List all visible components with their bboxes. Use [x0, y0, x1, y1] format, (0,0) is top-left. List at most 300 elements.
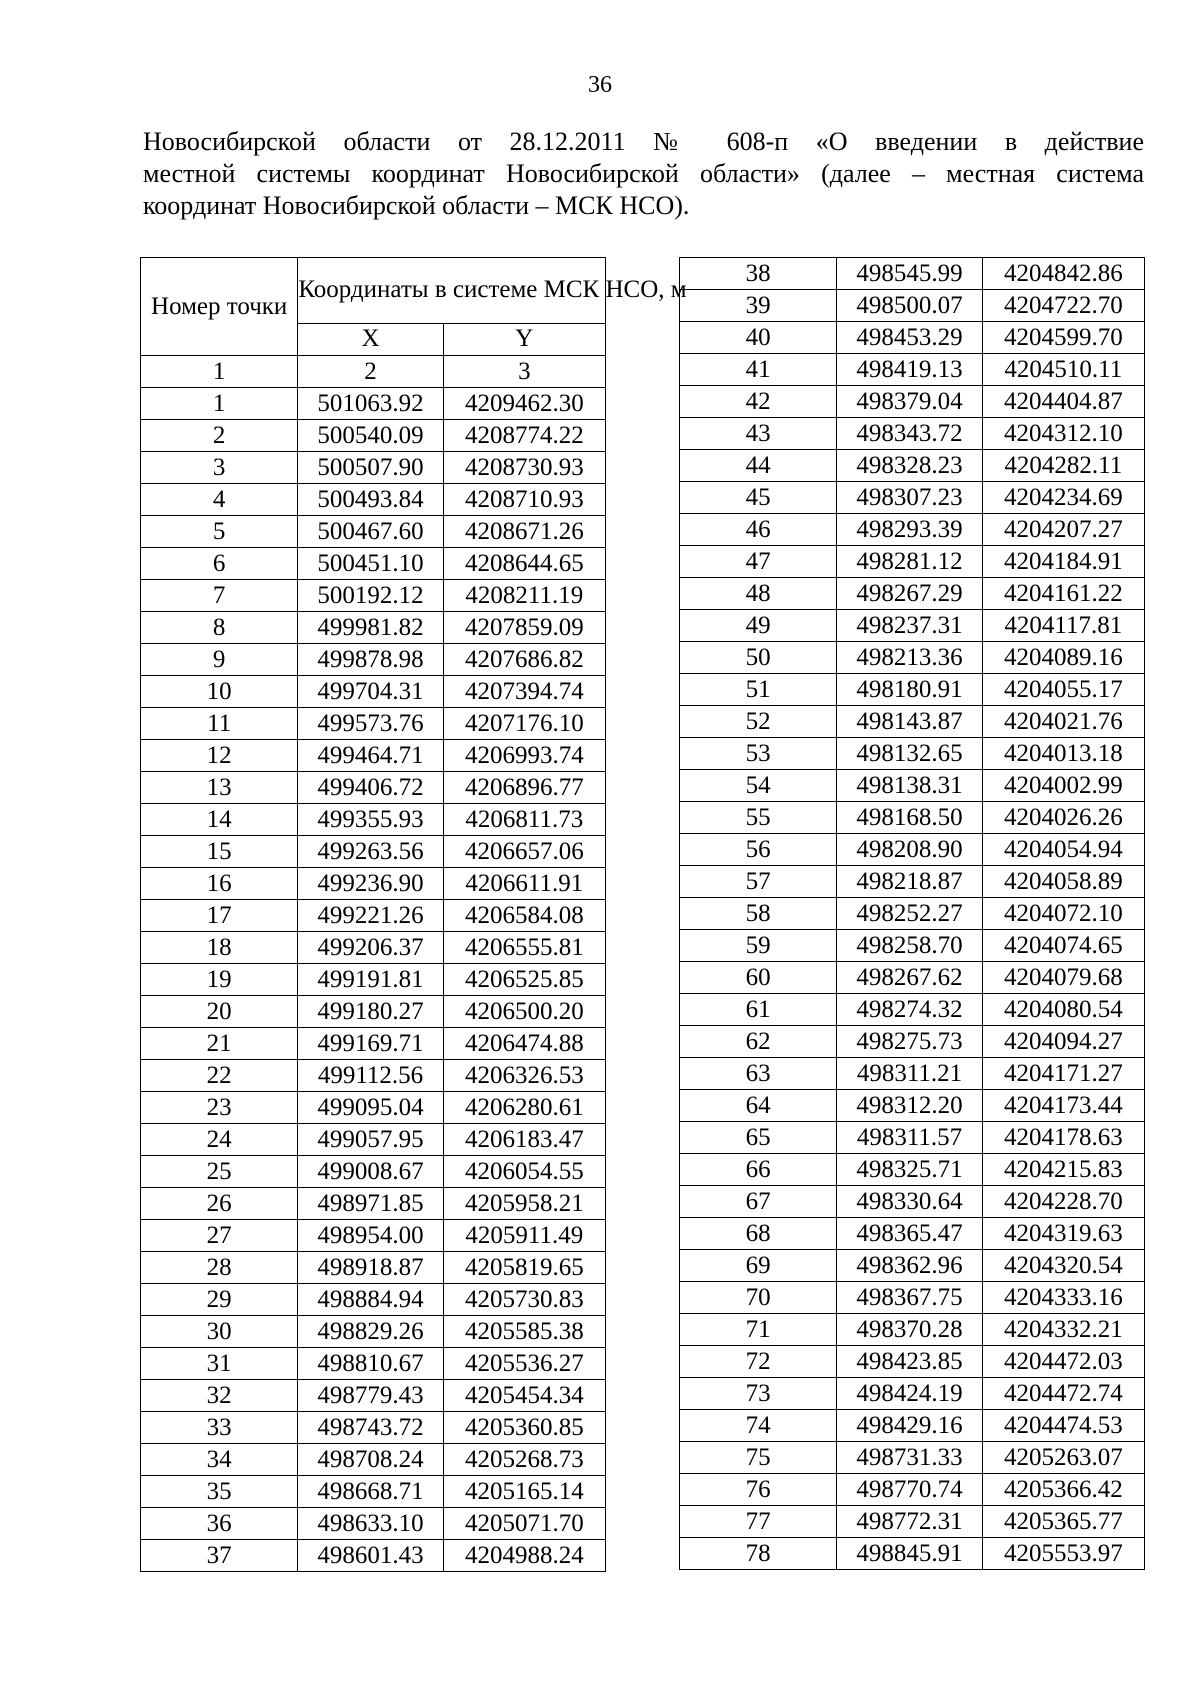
y-coordinate-cell: 4209462.30: [443, 388, 605, 420]
table-row: [680, 1410, 1145, 1442]
table-row: [680, 354, 1145, 386]
intro-line-1: Новосибирской области от 28.12.2011 № 608-п «О введении в действие: [143, 127, 1144, 156]
point-number-cell: 64: [680, 1090, 837, 1122]
y-coordinate-cell: 4204055.17: [982, 674, 1144, 706]
table-row: [680, 898, 1145, 930]
point-number-cell: 19: [141, 964, 298, 996]
y-coordinate-cell: 4205071.70: [443, 1508, 605, 1540]
x-coordinate-cell: 498180.91: [837, 674, 982, 706]
x-coordinate-cell: 500493.84: [298, 484, 443, 516]
y-coordinate-cell: 4206474.88: [443, 1028, 605, 1060]
point-number-cell: 70: [680, 1282, 837, 1314]
table-row: [680, 994, 1145, 1026]
y-coordinate-cell: 4204332.21: [982, 1314, 1144, 1346]
point-number-cell: 49: [680, 610, 837, 642]
x-coordinate-cell: 498668.71: [298, 1476, 443, 1508]
table-row: [680, 642, 1145, 674]
y-coordinate-cell: 4204842.86: [982, 258, 1144, 290]
x-coordinate-cell: 498325.71: [837, 1154, 982, 1186]
table-row: [680, 610, 1145, 642]
y-coordinate-cell: 4204080.54: [982, 994, 1144, 1026]
x-coordinate-cell: 498367.75: [837, 1282, 982, 1314]
table-row: [680, 1474, 1145, 1506]
x-coordinate-cell: 498237.31: [837, 610, 982, 642]
x-coordinate-cell: 498419.13: [837, 354, 982, 386]
table-row: [141, 580, 606, 612]
table-row: [680, 386, 1145, 418]
y-coordinate-cell: 4207686.82: [443, 644, 605, 676]
point-number-cell: 51: [680, 674, 837, 706]
y-coordinate-cell: 4204013.18: [982, 738, 1144, 770]
x-coordinate-cell: 498779.43: [298, 1380, 443, 1412]
x-coordinate-cell: 498132.65: [837, 738, 982, 770]
table-row: [680, 962, 1145, 994]
table-row: [141, 1380, 606, 1412]
point-number-cell: 13: [141, 772, 298, 804]
y-coordinate-cell: 4208211.19: [443, 580, 605, 612]
point-number-cell: 43: [680, 418, 837, 450]
point-number-cell: 76: [680, 1474, 837, 1506]
point-number-cell: 34: [141, 1444, 298, 1476]
table-row: [141, 1476, 606, 1508]
y-coordinate-cell: 4206896.77: [443, 772, 605, 804]
y-coordinate-cell: 4205536.27: [443, 1348, 605, 1380]
x-coordinate-cell: 499191.81: [298, 964, 443, 996]
point-number-cell: 2: [141, 420, 298, 452]
y-coordinate-cell: 4205958.21: [443, 1188, 605, 1220]
x-coordinate-cell: 499057.95: [298, 1124, 443, 1156]
point-number-cell: 14: [141, 804, 298, 836]
y-coordinate-cell: 4208730.93: [443, 452, 605, 484]
y-coordinate-cell: 4204117.81: [982, 610, 1144, 642]
y-coordinate-cell: 4205454.34: [443, 1380, 605, 1412]
y-coordinate-cell: 4206500.20: [443, 996, 605, 1028]
x-coordinate-cell: 498424.19: [837, 1378, 982, 1410]
y-coordinate-cell: 4204021.76: [982, 706, 1144, 738]
point-number-cell: 58: [680, 898, 837, 930]
y-coordinate-cell: 4204472.74: [982, 1378, 1144, 1410]
point-number-cell: 37: [141, 1540, 298, 1572]
point-number-cell: 15: [141, 836, 298, 868]
y-coordinate-cell: 4204510.11: [982, 354, 1144, 386]
x-coordinate-cell: 498330.64: [837, 1186, 982, 1218]
table-row: [680, 258, 1145, 290]
x-coordinate-cell: 498545.99: [837, 258, 982, 290]
point-number-cell: 48: [680, 578, 837, 610]
point-number-cell: 61: [680, 994, 837, 1026]
table-row: [680, 866, 1145, 898]
x-coordinate-cell: 499236.90: [298, 868, 443, 900]
x-coordinate-cell: 498168.50: [837, 802, 982, 834]
table-row: [141, 1284, 606, 1316]
point-number-cell: 30: [141, 1316, 298, 1348]
y-coordinate-cell: 4204058.89: [982, 866, 1144, 898]
intro-paragraph: [143, 126, 1144, 222]
table-row: [680, 418, 1145, 450]
x-coordinate-cell: 498954.00: [298, 1220, 443, 1252]
table-row: [680, 1154, 1145, 1186]
y-coordinate-cell: 4204333.16: [982, 1282, 1144, 1314]
table-row: [680, 1314, 1145, 1346]
y-coordinate-cell: 4204173.44: [982, 1090, 1144, 1122]
table-row: [141, 996, 606, 1028]
y-coordinate-cell: 4207176.10: [443, 708, 605, 740]
table-row: [680, 1282, 1145, 1314]
y-coordinate-cell: 4206611.91: [443, 868, 605, 900]
point-number-cell: 35: [141, 1476, 298, 1508]
table-row: [141, 1316, 606, 1348]
table-row: [680, 450, 1145, 482]
point-number-cell: 40: [680, 322, 837, 354]
page-number: 36: [588, 72, 612, 98]
x-coordinate-cell: 498918.87: [298, 1252, 443, 1284]
point-number-cell: 67: [680, 1186, 837, 1218]
header-x: X: [298, 323, 443, 355]
table-row: [141, 1188, 606, 1220]
point-number-cell: 22: [141, 1060, 298, 1092]
table-row: [680, 802, 1145, 834]
x-coordinate-cell: 499355.93: [298, 804, 443, 836]
table-row: [141, 740, 606, 772]
table-row: [141, 676, 606, 708]
table-row: [141, 1092, 606, 1124]
coordinates-table-right: [679, 257, 1145, 1570]
table-row: [141, 644, 606, 676]
y-coordinate-cell: 4204215.83: [982, 1154, 1144, 1186]
table-row: [141, 708, 606, 740]
x-coordinate-cell: 499169.71: [298, 1028, 443, 1060]
x-coordinate-cell: 498829.26: [298, 1316, 443, 1348]
column-number-1: 1: [141, 356, 298, 388]
y-coordinate-cell: 4204312.10: [982, 418, 1144, 450]
x-coordinate-cell: 501063.92: [298, 388, 443, 420]
y-coordinate-cell: 4205730.83: [443, 1284, 605, 1316]
table-row: [141, 1444, 606, 1476]
point-number-cell: 25: [141, 1156, 298, 1188]
x-coordinate-cell: 499406.72: [298, 772, 443, 804]
x-coordinate-cell: 498810.67: [298, 1348, 443, 1380]
y-coordinate-cell: 4205366.42: [982, 1474, 1144, 1506]
y-coordinate-cell: 4204474.53: [982, 1410, 1144, 1442]
x-coordinate-cell: 498708.24: [298, 1444, 443, 1476]
x-coordinate-cell: 498343.72: [837, 418, 982, 450]
x-coordinate-cell: 498138.31: [837, 770, 982, 802]
point-number-cell: 54: [680, 770, 837, 802]
table-row: [141, 1124, 606, 1156]
table-row: [680, 322, 1145, 354]
point-number-cell: 21: [141, 1028, 298, 1060]
point-number-cell: 36: [141, 1508, 298, 1540]
table-row: [680, 514, 1145, 546]
header-y: Y: [443, 323, 605, 355]
point-number-cell: 72: [680, 1346, 837, 1378]
table-row: [141, 868, 606, 900]
point-number-cell: 18: [141, 932, 298, 964]
intro-line-2: местной системы координат Новосибирской области» (далее – местная система: [143, 159, 1144, 188]
y-coordinate-cell: 4205268.73: [443, 1444, 605, 1476]
point-number-cell: 1: [141, 388, 298, 420]
table-row: [680, 1378, 1145, 1410]
x-coordinate-cell: 499878.98: [298, 644, 443, 676]
x-coordinate-cell: 498601.43: [298, 1540, 443, 1572]
point-number-cell: 28: [141, 1252, 298, 1284]
point-number-cell: 50: [680, 642, 837, 674]
x-coordinate-cell: 498379.04: [837, 386, 982, 418]
table-row: [141, 964, 606, 996]
x-coordinate-cell: 499112.56: [298, 1060, 443, 1092]
point-number-cell: 63: [680, 1058, 837, 1090]
point-number-cell: 69: [680, 1250, 837, 1282]
x-coordinate-cell: 498218.87: [837, 866, 982, 898]
table-row: [680, 1058, 1145, 1090]
table-row: [141, 1156, 606, 1188]
x-coordinate-cell: 499206.37: [298, 932, 443, 964]
table-row: [680, 770, 1145, 802]
y-coordinate-cell: 4204320.54: [982, 1250, 1144, 1282]
y-coordinate-cell: 4206584.08: [443, 900, 605, 932]
table-row: [141, 1412, 606, 1444]
point-number-cell: 78: [680, 1538, 837, 1570]
header-coordinates: Координаты в системе МСК НСО, м: [298, 258, 606, 324]
table-row: [680, 1442, 1145, 1474]
y-coordinate-cell: 4205553.97: [982, 1538, 1144, 1570]
x-coordinate-cell: 499704.31: [298, 676, 443, 708]
table-row: [680, 578, 1145, 610]
column-number-3: 3: [443, 356, 605, 388]
y-coordinate-cell: 4204089.16: [982, 642, 1144, 674]
table-row: [680, 1506, 1145, 1538]
y-coordinate-cell: 4204319.63: [982, 1218, 1144, 1250]
point-number-cell: 23: [141, 1092, 298, 1124]
point-number-cell: 4: [141, 484, 298, 516]
y-coordinate-cell: 4204002.99: [982, 770, 1144, 802]
y-coordinate-cell: 4204026.26: [982, 802, 1144, 834]
y-coordinate-cell: 4204472.03: [982, 1346, 1144, 1378]
x-coordinate-cell: 498453.29: [837, 322, 982, 354]
point-number-cell: 24: [141, 1124, 298, 1156]
table-row: [141, 772, 606, 804]
table-row: [141, 548, 606, 580]
point-number-cell: 5: [141, 516, 298, 548]
point-number-cell: 9: [141, 644, 298, 676]
y-coordinate-cell: 4208710.93: [443, 484, 605, 516]
point-number-cell: 73: [680, 1378, 837, 1410]
point-number-cell: 45: [680, 482, 837, 514]
y-coordinate-cell: 4205365.77: [982, 1506, 1144, 1538]
y-coordinate-cell: 4206525.85: [443, 964, 605, 996]
y-coordinate-cell: 4205911.49: [443, 1220, 605, 1252]
table-header-row: [141, 258, 606, 324]
point-number-cell: 6: [141, 548, 298, 580]
x-coordinate-cell: 498267.29: [837, 578, 982, 610]
x-coordinate-cell: 498743.72: [298, 1412, 443, 1444]
table-row: [680, 738, 1145, 770]
point-number-cell: 68: [680, 1218, 837, 1250]
point-number-cell: 12: [141, 740, 298, 772]
table-row: [141, 452, 606, 484]
x-coordinate-cell: 500507.90: [298, 452, 443, 484]
point-number-cell: 47: [680, 546, 837, 578]
table-row: [141, 836, 606, 868]
point-number-cell: 46: [680, 514, 837, 546]
y-coordinate-cell: 4205360.85: [443, 1412, 605, 1444]
x-coordinate-cell: 498429.16: [837, 1410, 982, 1442]
point-number-cell: 56: [680, 834, 837, 866]
y-coordinate-cell: 4204074.65: [982, 930, 1144, 962]
x-coordinate-cell: 498731.33: [837, 1442, 982, 1474]
point-number-cell: 60: [680, 962, 837, 994]
table-row: [141, 516, 606, 548]
point-number-cell: 7: [141, 580, 298, 612]
table-row: [141, 1508, 606, 1540]
x-coordinate-cell: 499263.56: [298, 836, 443, 868]
y-coordinate-cell: 4204171.27: [982, 1058, 1144, 1090]
x-coordinate-cell: 498252.27: [837, 898, 982, 930]
x-coordinate-cell: 500451.10: [298, 548, 443, 580]
x-coordinate-cell: 498633.10: [298, 1508, 443, 1540]
y-coordinate-cell: 4206054.55: [443, 1156, 605, 1188]
point-number-cell: 55: [680, 802, 837, 834]
point-number-cell: 32: [141, 1380, 298, 1412]
table-row: [141, 484, 606, 516]
x-coordinate-cell: 498500.07: [837, 290, 982, 322]
point-number-cell: 20: [141, 996, 298, 1028]
point-number-cell: 77: [680, 1506, 837, 1538]
y-coordinate-cell: 4204599.70: [982, 322, 1144, 354]
y-coordinate-cell: 4204094.27: [982, 1026, 1144, 1058]
x-coordinate-cell: 500192.12: [298, 580, 443, 612]
table-row: [141, 388, 606, 420]
x-coordinate-cell: 498362.96: [837, 1250, 982, 1282]
y-coordinate-cell: 4204184.91: [982, 546, 1144, 578]
x-coordinate-cell: 498845.91: [837, 1538, 982, 1570]
point-number-cell: 44: [680, 450, 837, 482]
table-row: [141, 932, 606, 964]
y-coordinate-cell: 4208774.22: [443, 420, 605, 452]
x-coordinate-cell: 498770.74: [837, 1474, 982, 1506]
x-coordinate-cell: 499981.82: [298, 612, 443, 644]
x-coordinate-cell: 498423.85: [837, 1346, 982, 1378]
header-point-number: Номер точки: [141, 258, 298, 356]
point-number-cell: 59: [680, 930, 837, 962]
point-number-cell: 57: [680, 866, 837, 898]
table-row: [680, 930, 1145, 962]
point-number-cell: 62: [680, 1026, 837, 1058]
x-coordinate-cell: 498365.47: [837, 1218, 982, 1250]
y-coordinate-cell: 4204404.87: [982, 386, 1144, 418]
y-coordinate-cell: 4204072.10: [982, 898, 1144, 930]
x-coordinate-cell: 498312.20: [837, 1090, 982, 1122]
table-row: [141, 1220, 606, 1252]
point-number-cell: 66: [680, 1154, 837, 1186]
x-coordinate-cell: 498274.32: [837, 994, 982, 1026]
x-coordinate-cell: 498275.73: [837, 1026, 982, 1058]
y-coordinate-cell: 4206183.47: [443, 1124, 605, 1156]
table-row: [680, 546, 1145, 578]
point-number-cell: 16: [141, 868, 298, 900]
x-coordinate-cell: 499008.67: [298, 1156, 443, 1188]
table-row: [141, 1028, 606, 1060]
y-coordinate-cell: 4207394.74: [443, 676, 605, 708]
x-coordinate-cell: 498293.39: [837, 514, 982, 546]
table-row: [680, 834, 1145, 866]
y-coordinate-cell: 4206280.61: [443, 1092, 605, 1124]
x-coordinate-cell: 498328.23: [837, 450, 982, 482]
point-number-cell: 74: [680, 1410, 837, 1442]
point-number-cell: 38: [680, 258, 837, 290]
y-coordinate-cell: 4204282.11: [982, 450, 1144, 482]
x-coordinate-cell: 498307.23: [837, 482, 982, 514]
y-coordinate-cell: 4208644.65: [443, 548, 605, 580]
point-number-cell: 27: [141, 1220, 298, 1252]
x-coordinate-cell: 498884.94: [298, 1284, 443, 1316]
x-coordinate-cell: 500467.60: [298, 516, 443, 548]
table-row: [141, 900, 606, 932]
y-coordinate-cell: 4204228.70: [982, 1186, 1144, 1218]
point-number-cell: 26: [141, 1188, 298, 1220]
y-coordinate-cell: 4205819.65: [443, 1252, 605, 1284]
table-row: [680, 706, 1145, 738]
point-number-cell: 10: [141, 676, 298, 708]
point-number-cell: 65: [680, 1122, 837, 1154]
table-row: [680, 1346, 1145, 1378]
table-row: [680, 1250, 1145, 1282]
y-coordinate-cell: 4204207.27: [982, 514, 1144, 546]
point-number-cell: 41: [680, 354, 837, 386]
x-coordinate-cell: 498311.21: [837, 1058, 982, 1090]
y-coordinate-cell: 4208671.26: [443, 516, 605, 548]
x-coordinate-cell: 498258.70: [837, 930, 982, 962]
point-number-cell: 75: [680, 1442, 837, 1474]
table-row: [680, 1122, 1145, 1154]
y-coordinate-cell: 4206811.73: [443, 804, 605, 836]
x-coordinate-cell: 499180.27: [298, 996, 443, 1028]
table-row: [680, 1186, 1145, 1218]
coordinates-table-left: [140, 257, 687, 1572]
x-coordinate-cell: 498971.85: [298, 1188, 443, 1220]
intro-line-3: координат Новосибирской области – МСК НСО).: [143, 191, 690, 220]
point-number-cell: 3: [141, 452, 298, 484]
table-row: [680, 674, 1145, 706]
point-number-cell: 17: [141, 900, 298, 932]
table-row: [680, 1538, 1145, 1570]
x-coordinate-cell: 498143.87: [837, 706, 982, 738]
point-number-cell: 71: [680, 1314, 837, 1346]
y-coordinate-cell: 4206326.53: [443, 1060, 605, 1092]
point-number-cell: 11: [141, 708, 298, 740]
table-row: [141, 1252, 606, 1284]
table-row: [141, 1348, 606, 1380]
point-number-cell: 39: [680, 290, 837, 322]
point-number-cell: 31: [141, 1348, 298, 1380]
y-coordinate-cell: 4204079.68: [982, 962, 1144, 994]
table-row: [141, 1060, 606, 1092]
x-coordinate-cell: 499221.26: [298, 900, 443, 932]
x-coordinate-cell: 499464.71: [298, 740, 443, 772]
y-coordinate-cell: 4204722.70: [982, 290, 1144, 322]
table-row: [141, 420, 606, 452]
y-coordinate-cell: 4204234.69: [982, 482, 1144, 514]
y-coordinate-cell: 4204054.94: [982, 834, 1144, 866]
y-coordinate-cell: 4205263.07: [982, 1442, 1144, 1474]
x-coordinate-cell: 498267.62: [837, 962, 982, 994]
y-coordinate-cell: 4204988.24: [443, 1540, 605, 1572]
column-number-2: 2: [298, 356, 443, 388]
table-row: [680, 1090, 1145, 1122]
point-number-cell: 33: [141, 1412, 298, 1444]
y-coordinate-cell: 4207859.09: [443, 612, 605, 644]
x-coordinate-cell: 498281.12: [837, 546, 982, 578]
